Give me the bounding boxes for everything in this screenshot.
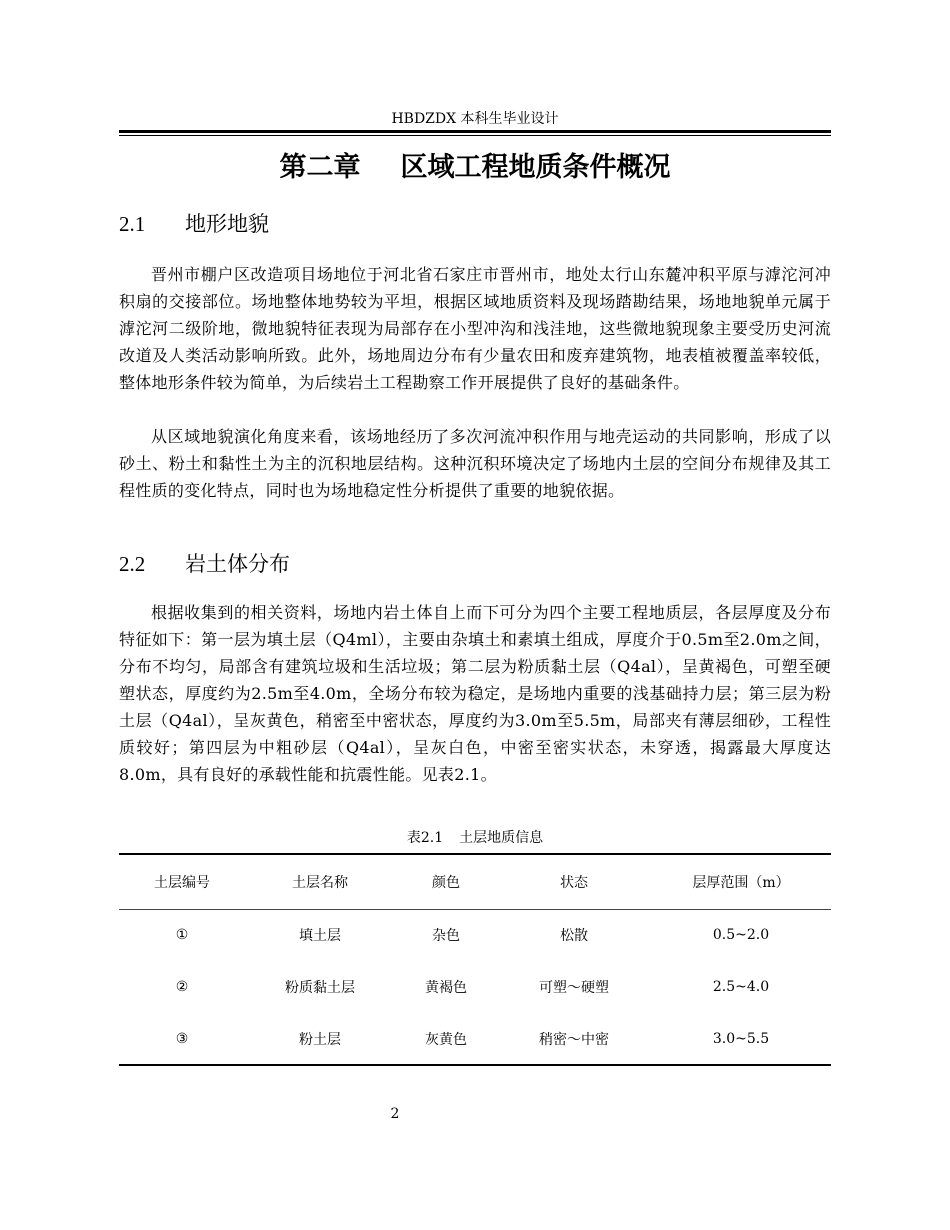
table-caption — [119, 829, 831, 847]
table-row — [119, 909, 831, 961]
column-header: 状态 — [560, 874, 588, 891]
table-cell: 0.5~2.0 — [712, 927, 770, 944]
table-cell: 松散 — [560, 928, 588, 945]
section-heading-2-2 — [119, 549, 290, 579]
table-cell: 粉质黏土层 — [285, 980, 355, 996]
table-cell: 粉土层 — [299, 1031, 341, 1048]
section-title: 岩土体分布 — [185, 552, 290, 576]
table-cell: ② — [175, 979, 189, 995]
paragraph: 晋州市棚户区改造项目场地位于河北省石家庄市晋州市，地处太行山东麓冲积平原与滹沱河冲积扇的交接部位。场地整体地势较为平坦，根据区域地质资料及现场踏勘结果，场地地貌单元属于滹沱河二级阶地，微地貌特征表现为局部存在小型冲沟和浅洼地，这些微地貌现象主要受历史河流改道及人类活动影响所致。此外，场地周边分布有少量农田和废弃建筑物，地表植被覆盖率较低，整体地形条件较为简单，为后续岩土工程勘察工作开展提供了良好的基础条件。 — [119, 265, 831, 392]
table-cell: 2.5~4.0 — [712, 979, 770, 995]
table-cell: 可塑～硬塑 — [539, 980, 609, 996]
column-header: 颜色 — [432, 874, 460, 891]
paragraph: 从区域地貌演化角度来看，该场地经历了多次河流冲积作用与地壳运动的共同影响，形成了以砂土、粉土和黏性土为主的沉积地层结构。这种沉积环境决定了场地内土层的空间分布规律及其工程性质的变化特点，同时也为场地稳定性分析提供了重要的地貌依据。 — [119, 427, 831, 500]
column-header: 层厚范围（m） — [692, 874, 790, 891]
table-cell: 灰黄色 — [425, 1031, 467, 1048]
table-row — [119, 1013, 831, 1065]
section-number: 2.1 — [119, 212, 146, 236]
column-header: 土层名称 — [292, 874, 348, 891]
section-title: 地形地貌 — [185, 212, 269, 236]
table-cell: ① — [175, 927, 189, 944]
table-cell: ③ — [175, 1030, 189, 1047]
table-caption-title: 土层地质信息 — [459, 830, 544, 846]
header-rule-thick — [119, 130, 831, 133]
table-row — [119, 961, 831, 1013]
column-header: 土层编号 — [154, 874, 210, 891]
table-cell: 黄褐色 — [425, 980, 467, 996]
table-header-row — [119, 854, 831, 909]
section-number: 2.2 — [119, 552, 146, 576]
table-cell: 杂色 — [432, 928, 460, 945]
chapter-name: 区域工程地质条件概况 — [400, 152, 671, 183]
table-caption-number: 表2.1 — [406, 830, 444, 846]
table-cell: 填土层 — [299, 928, 341, 945]
running-header: HBDZDX 本科生毕业设计 — [391, 111, 559, 127]
paragraph: 根据收集到的相关资料，场地内岩土体自上而下可分为四个主要工程地质层，各层厚度及分布特征如下：第一层为填土层（Q4ml），主要由杂填土和素填土组成，厚度介于0.5m至2.0m之间，分布不均匀，局部含有建筑垃圾和生活垃圾；第二层为粉质黏土层（Q4al），呈黄褐色，可塑至硬塑状态，厚度约为2.5m至4.0m，全场分布较为稳定，是场地内重要的浅基础持力层；第三层为粉土层（Q4al），呈灰黄色，稍密至中密状态，厚度约为3.0m至5.5m，局部夹有薄层细砂，工程性质较好；第四层为中粗砂层（Q4al），呈灰白色，中密至密实状态，未穿透，揭露最大厚度达8.0m，具有良好的承载性能和抗震性能。见表2.1。 — [119, 603, 831, 784]
table-cell: 3.0~5.5 — [712, 1030, 770, 1047]
table-cell: 稍密～中密 — [539, 1031, 609, 1048]
page-number: 2 — [390, 1106, 400, 1122]
chapter-number: 第二章 — [279, 152, 361, 183]
chapter-title — [119, 150, 831, 186]
soil-layer-table — [119, 853, 831, 1066]
header-rule-thin — [119, 135, 831, 136]
section-heading-2-1 — [119, 209, 269, 239]
